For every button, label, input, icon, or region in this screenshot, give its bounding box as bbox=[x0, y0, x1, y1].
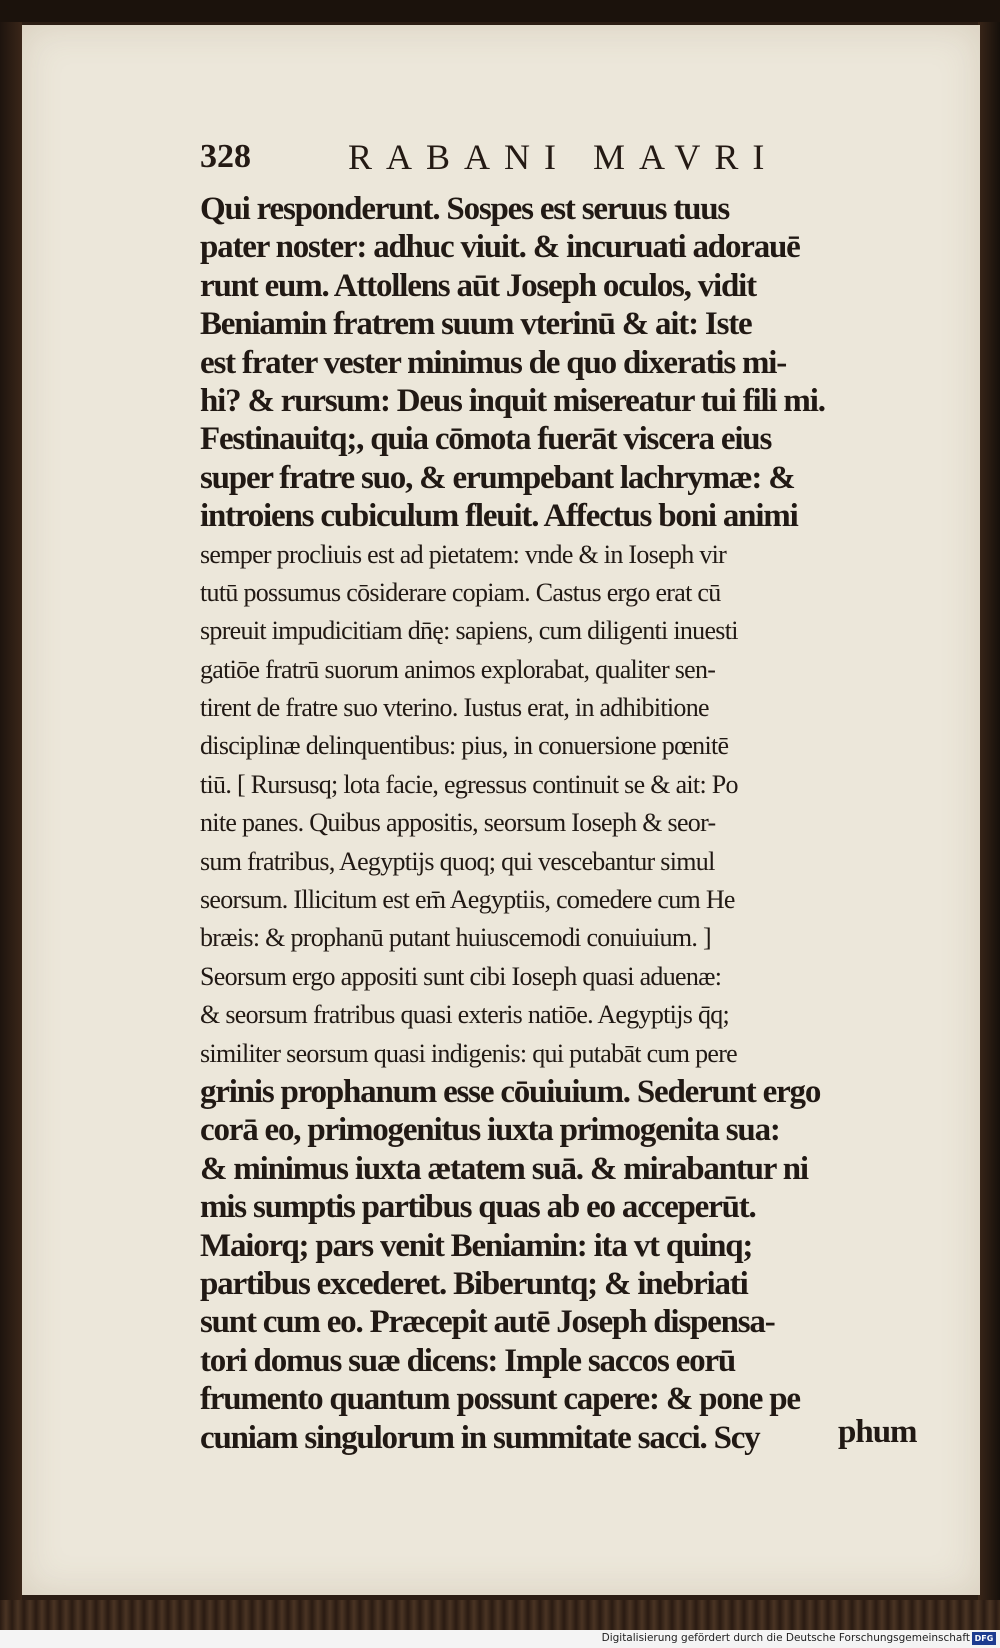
text-line: tori domus suæ dicens: Imple saccos eorū bbox=[200, 1342, 735, 1379]
text-line: Beniamin fratrem suum vterinū & ait: Iste bbox=[200, 306, 752, 343]
text-line: tirent de fratre suo vterino. Iustus erat, in adhibitione bbox=[200, 693, 709, 723]
text-line: runt eum. Attollens aūt Joseph oculos, vidit bbox=[200, 267, 756, 304]
text-line: Qui responderunt. Sospes est seruus tuus bbox=[200, 191, 730, 227]
text-line: est frater vester minimus de quo dixeratis mi- bbox=[200, 344, 787, 381]
text-line: grinis prophanum esse cōuiuium. Sederunt ergo bbox=[200, 1073, 821, 1110]
book-bottom-edge bbox=[0, 1600, 1000, 1630]
text-line: corā eo, primogenitus iuxta primogenita sua: bbox=[200, 1112, 780, 1149]
text-line: cuniam singulorum in summitate sacci. Scy bbox=[200, 1419, 760, 1456]
book-left-edge bbox=[0, 22, 22, 1600]
text-line: disciplinæ delinquentibus: pius, in conuersione pœnitē bbox=[200, 731, 729, 761]
text-line: pater noster: adhuc viuit. & incuruati adorauē bbox=[200, 229, 800, 266]
text-line: sunt cum eo. Præcepit autē Joseph dispensa- bbox=[200, 1304, 775, 1341]
running-head: RABANI MAVRI bbox=[348, 137, 779, 177]
text-line: Maiorq; pars venit Beniamin: ita vt quinq; bbox=[200, 1227, 753, 1264]
text-line: & minimus iuxta ætatem suā. & mirabantur ni bbox=[200, 1150, 808, 1187]
text-line: mis sumptis partibus quas ab eo acceperūt. bbox=[200, 1189, 756, 1226]
text-line: spreuit impudicitiam dn̄ę: sapiens, cum diligenti inuesti bbox=[200, 616, 738, 646]
text-line: Festinauitq;, quia cōmota fuerāt viscera eius bbox=[200, 421, 772, 458]
text-line: bræis: & prophanū putant huiuscemodi conuiuium. ] bbox=[200, 923, 711, 953]
text-line: introiens cubiculum fleuit. Affectus boni animi bbox=[200, 498, 798, 535]
book-top-edge bbox=[0, 0, 1000, 22]
text-line: frumento quantum possunt capere: & pone pe bbox=[200, 1381, 800, 1418]
book-right-edge bbox=[978, 22, 1000, 1600]
text-line: & seorsum fratribus quasi exteris natiōe. Aegyptijs q̄q; bbox=[200, 1000, 730, 1030]
text-line: Seorsum ergo appositi sunt cibi Ioseph quasi aduenæ: bbox=[200, 961, 722, 991]
page-number: 328 bbox=[200, 138, 251, 175]
catchword: phum bbox=[838, 1414, 917, 1450]
text-line: seorsum. Illicitum est em̄ Aegyptiis, comedere cum He bbox=[200, 885, 735, 915]
digitization-credit: Digitalisierung gefördert durch die Deutsche Forschungsgemeinschaft bbox=[601, 1632, 970, 1644]
text-line: nite panes. Quibus appositis, seorsum Ioseph & seor- bbox=[200, 808, 716, 838]
text-line: tutū possumus cōsiderare copiam. Castus ergo erat cū bbox=[200, 577, 721, 607]
text-line: hi? & rursum: Deus inquit misereatur tui fili mi. bbox=[200, 382, 825, 419]
body-text bbox=[200, 190, 945, 1457]
text-line: super fratre suo, & erumpebant lachrymæ: & bbox=[200, 459, 795, 496]
text-line: sum fratribus, Aegyptijs quoq; qui vescebantur simul bbox=[200, 846, 715, 876]
text-line: similiter seorsum quasi indigenis: qui putabāt cum pere bbox=[200, 1038, 738, 1068]
text-line: partibus excederet. Biberuntq; & inebriati bbox=[200, 1265, 748, 1302]
text-line: semper procliuis est ad pietatem: vnde & in Ioseph vir bbox=[200, 539, 727, 569]
text-line: gatiōe fratrū suorum animos explorabat, qualiter sen- bbox=[200, 654, 716, 684]
dfg-logo: DFG bbox=[972, 1632, 996, 1645]
page-header bbox=[200, 132, 860, 182]
text-line: tiū. [ Rursusq; lota facie, egressus continuit se & ait: Po bbox=[200, 769, 738, 799]
